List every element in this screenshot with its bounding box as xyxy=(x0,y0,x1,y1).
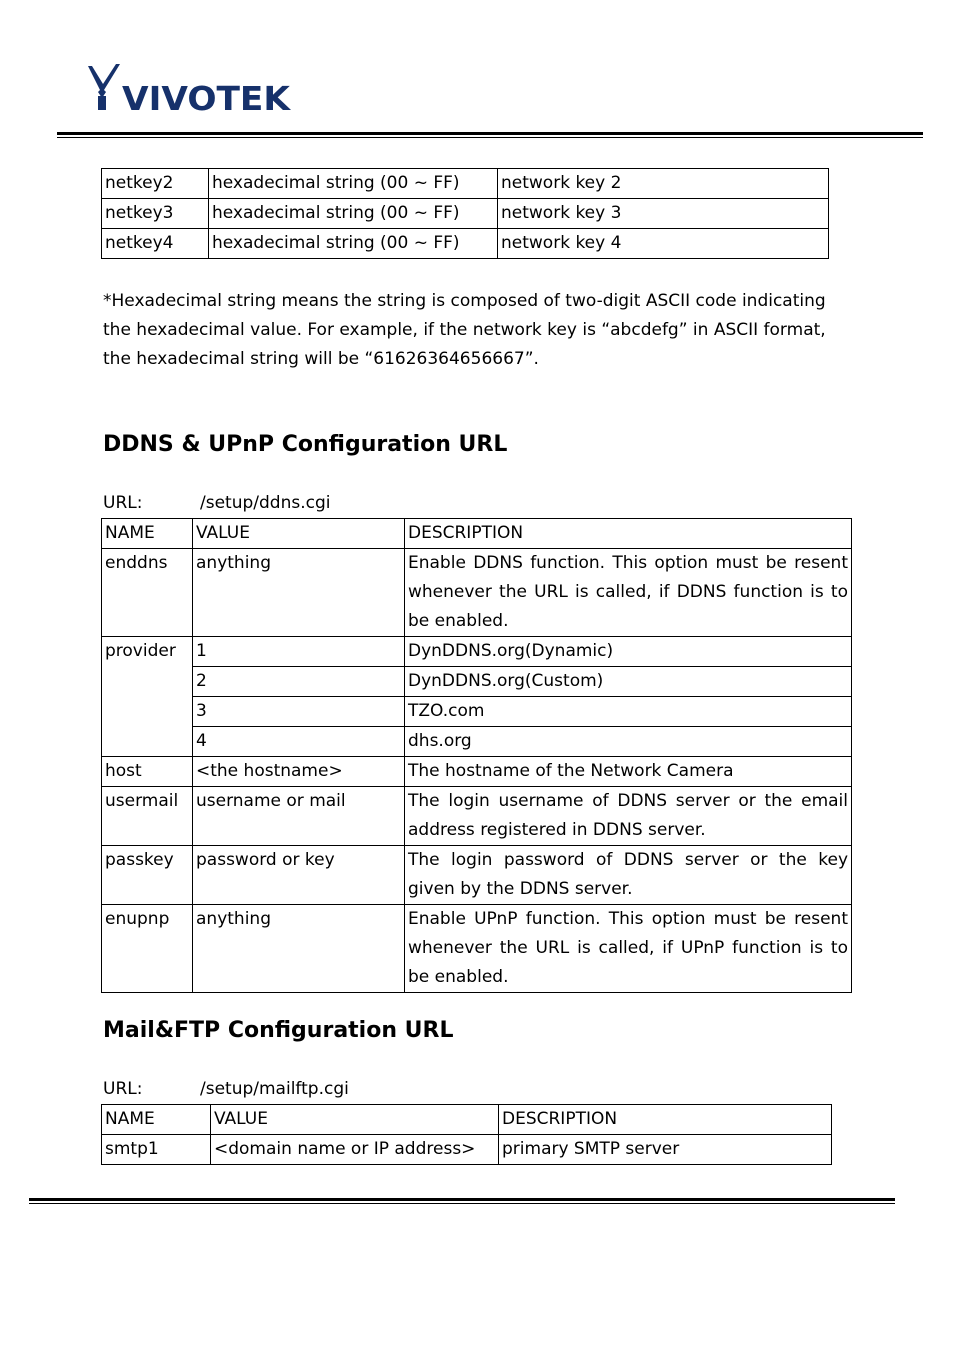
table-cell: 2 xyxy=(193,667,405,697)
ddns-heading: DDNS & UPnP Configuration URL xyxy=(103,432,508,457)
header-cell: DESCRIPTION xyxy=(499,1105,832,1135)
hex-note xyxy=(103,287,863,374)
table-row xyxy=(102,229,829,259)
table-row xyxy=(102,667,852,697)
table-cell: The login password of DDNS server or the key given by the DDNS server. xyxy=(405,846,852,905)
table-cell: <domain name or IP address> xyxy=(211,1135,499,1165)
table-cell: hexadecimal string (00 ~ FF) xyxy=(209,229,498,259)
table-cell: DynDDNS.org(Custom) xyxy=(405,667,852,697)
table-cell: DynDDNS.org(Dynamic) xyxy=(405,637,852,667)
table-cell: provider xyxy=(102,637,193,757)
table-cell: netkey2 xyxy=(102,169,209,199)
table-row xyxy=(102,549,852,637)
table-cell: passkey xyxy=(102,846,193,905)
mailftp-heading: Mail&FTP Configuration URL xyxy=(103,1018,454,1043)
header-cell: NAME xyxy=(102,1105,211,1135)
table-row xyxy=(102,905,852,993)
table-cell: 4 xyxy=(193,727,405,757)
header-cell: DESCRIPTION xyxy=(405,519,852,549)
table-cell: primary SMTP server xyxy=(499,1135,832,1165)
table-cell: password or key xyxy=(193,846,405,905)
table-header-row xyxy=(102,1105,832,1135)
url-path: /setup/mailftp.cgi xyxy=(200,1079,349,1099)
table-row xyxy=(102,199,829,229)
table-cell: TZO.com xyxy=(405,697,852,727)
table-row xyxy=(102,697,852,727)
table-cell: Enable DDNS function. This option must be resent whenever the URL is called, if DDNS function is to be enabled. xyxy=(405,549,852,637)
table-cell: usermail xyxy=(102,787,193,846)
table-cell: username or mail xyxy=(193,787,405,846)
note-line: the hexadecimal string will be “61626364656667”. xyxy=(103,349,539,369)
header-cell: VALUE xyxy=(193,519,405,549)
table-cell: anything xyxy=(193,905,405,993)
header-rule xyxy=(57,132,923,138)
table-cell: dhs.org xyxy=(405,727,852,757)
table-row xyxy=(102,787,852,846)
ddns-table xyxy=(101,518,852,993)
table-row xyxy=(102,169,829,199)
mailftp-url xyxy=(103,1075,349,1104)
table-row xyxy=(102,637,852,667)
table-cell: anything xyxy=(193,549,405,637)
note-line: the hexadecimal value. For example, if the network key is “abcdefg” in ASCII format, xyxy=(103,320,826,340)
url-path: /setup/ddns.cgi xyxy=(200,493,331,513)
table-cell: 1 xyxy=(193,637,405,667)
table-cell: smtp1 xyxy=(102,1135,211,1165)
table-row xyxy=(102,1135,832,1165)
table-cell: hexadecimal string (00 ~ FF) xyxy=(209,199,498,229)
brand-text: VIVOTEK xyxy=(122,79,292,114)
table-cell: host xyxy=(102,757,193,787)
table-cell: enddns xyxy=(102,549,193,637)
table-header-row xyxy=(102,519,852,549)
table-cell: enupnp xyxy=(102,905,193,993)
table-cell: netkey4 xyxy=(102,229,209,259)
netkey-table xyxy=(101,168,829,259)
table-cell: hexadecimal string (00 ~ FF) xyxy=(209,169,498,199)
table-cell: The hostname of the Network Camera xyxy=(405,757,852,787)
note-line: *Hexadecimal string means the string is composed of two-digit ASCII code indicating xyxy=(103,291,826,311)
vivotek-logo xyxy=(86,62,296,114)
header-cell: VALUE xyxy=(211,1105,499,1135)
url-label: URL: xyxy=(103,493,143,513)
table-cell: 3 xyxy=(193,697,405,727)
table-row xyxy=(102,846,852,905)
table-row xyxy=(102,757,852,787)
footer-rule xyxy=(29,1198,895,1204)
table-cell: network key 3 xyxy=(498,199,829,229)
table-cell: <the hostname> xyxy=(193,757,405,787)
table-cell: netkey3 xyxy=(102,199,209,229)
url-label: URL: xyxy=(103,1079,143,1099)
mailftp-table xyxy=(101,1104,832,1165)
ddns-url xyxy=(103,489,330,518)
table-cell: network key 4 xyxy=(498,229,829,259)
table-cell: network key 2 xyxy=(498,169,829,199)
header-cell: NAME xyxy=(102,519,193,549)
table-row xyxy=(102,727,852,757)
table-cell: The login username of DDNS server or the email address registered in DDNS server. xyxy=(405,787,852,846)
table-cell: Enable UPnP function. This option must be resent whenever the URL is called, if UPnP function is to be enabled. xyxy=(405,905,852,993)
